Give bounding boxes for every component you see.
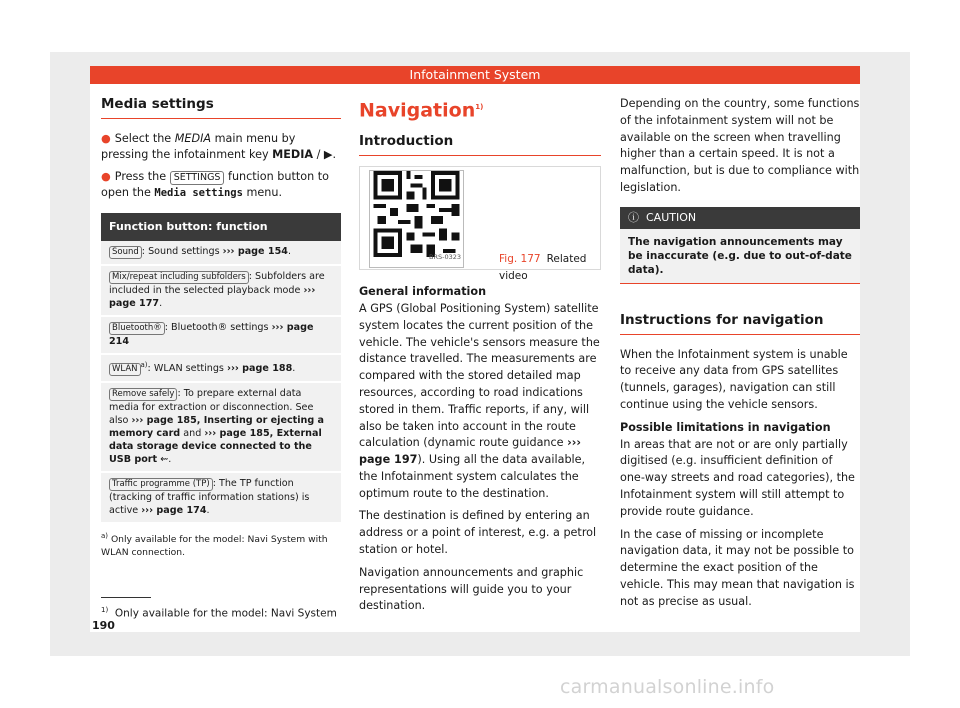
page-footnote: $^{1)}$ Only available for the model: Navi System	[101, 606, 337, 620]
general-info-paragraph: A GPS (Global Positioning System) satellite system locates the current position of the vehicle. The vehicle's sensors measure the distance travelled. The measurements are compared with the stored detailed map resources, according to road indications stored in them. Traffic reports, if any, will also be taken into account in the route calculation (dynamic route guidance ››› page 197). Using all the data available, the Infotainment system calculates the optimum route to the destination.	[359, 301, 600, 500]
page-number: 190	[92, 619, 115, 632]
usb-icon: ⇜.	[157, 454, 172, 466]
missing-data-paragraph: In the case of missing or incomplete navigation data, it may not be possible to determine the exact position of the vehicle. This may mean that navigation is not as precise as usual.	[620, 527, 855, 608]
figure-box	[359, 166, 601, 282]
bullet-icon: ●	[101, 170, 111, 183]
country-paragraph: Depending on the country, some functions of the infotainment system will not be available on the screen when travelling higher than a certain speed. It is not a malfunction, but is due to compliance with legislation.	[620, 97, 860, 194]
instructions-heading: Instructions for navigation	[620, 312, 860, 335]
table-row: Traffic programme (TP) : The TP function (tracking of traffic information stations) is active ››› page 174.	[101, 473, 341, 524]
caution-header: ⓘ CAUTION	[620, 207, 860, 229]
announcements-paragraph: Navigation announcements and graphic representations will guide you to your destination.	[359, 565, 584, 613]
qr-code[interactable]	[369, 170, 464, 268]
destination-paragraph: The destination is defined by entering an address or a point of interest, e.g. a petrol station or hotel.	[359, 509, 597, 557]
media-bullet-2: ● Press the SETTINGS function button to open the Media settings menu.	[101, 170, 329, 199]
table-row: Remove safely : To prepare external data media for extraction or disconnection. See also ››› page 185, Inserting or ejecting a memory card and ››› page 185, External data storage device connected to the USB port ⇜.	[101, 383, 341, 473]
mix-repeat-key: Mix/repeat including subfolders	[109, 271, 249, 284]
figure-caption: Fig. 177 Related video	[499, 253, 587, 282]
limitations-heading: Possible limitations in navigation	[620, 420, 831, 434]
qr-code-icon	[370, 171, 463, 257]
introduction-heading: Introduction	[359, 133, 601, 156]
right-column	[620, 96, 860, 617]
settings-key: SETTINGS	[170, 171, 225, 185]
sound-key: Sound	[109, 246, 142, 259]
table-row: Sound : Sound settings ››› page 154.	[101, 241, 341, 266]
caution-text: The navigation announcements may be inaccurate (e.g. due to out-of-date data).	[620, 229, 860, 283]
table-row: Bluetooth® : Bluetooth® settings ››› page 214	[101, 317, 341, 355]
footnote-divider	[101, 597, 151, 598]
table-row: WLAN $^{a)}$: WLAN settings ››› page 188.	[101, 355, 341, 383]
figure-code: BRS-0323	[429, 253, 461, 262]
table-row: Mix/repeat including subfolders : Subfolders are included in the selected playback mode ››› page 177.	[101, 266, 341, 317]
bullet-icon: ●	[101, 132, 111, 145]
table-header: Function button: function	[101, 213, 341, 241]
remove-safely-key: Remove safely	[109, 388, 177, 401]
caution-icon: ⓘ	[628, 210, 639, 224]
wlan-key: WLAN	[109, 363, 141, 376]
media-settings-title: Media settings	[101, 96, 341, 119]
traffic-programme-key: Traffic programme (TP)	[109, 478, 213, 491]
section-header: Infotainment System	[90, 66, 860, 84]
page-reference-link[interactable]: ››› page 197	[359, 436, 581, 467]
navigation-title: Navigation$^{1)}$	[359, 99, 484, 122]
navigation-column	[359, 96, 601, 621]
table-footnote: $^{a)}$ Only available for the model: Navi System with WLAN connection.	[101, 532, 328, 558]
caution-box	[620, 207, 860, 284]
media-settings-column	[101, 96, 341, 559]
media-bullet-1: ● Select the MEDIA main menu by pressing the infotainment key MEDIA / ▶.	[101, 132, 337, 161]
digitised-paragraph: In areas that are not or are only partially digitised (e.g. insufficient definition of one-way streets and road categories), the Infotainment system will still attempt to provide route guidance.	[620, 437, 855, 518]
gps-paragraph: When the Infotainment system is unable to receive any data from GPS satellites (tunnels, garages), navigation can still continue using the vehicle sensors.	[620, 347, 848, 411]
general-info-heading: General information	[359, 285, 487, 299]
media-key-icon: MEDIA	[272, 148, 314, 161]
watermark: carmanualsonline.info	[560, 676, 775, 698]
function-table	[101, 213, 341, 559]
bluetooth-key: Bluetooth®	[109, 322, 165, 335]
